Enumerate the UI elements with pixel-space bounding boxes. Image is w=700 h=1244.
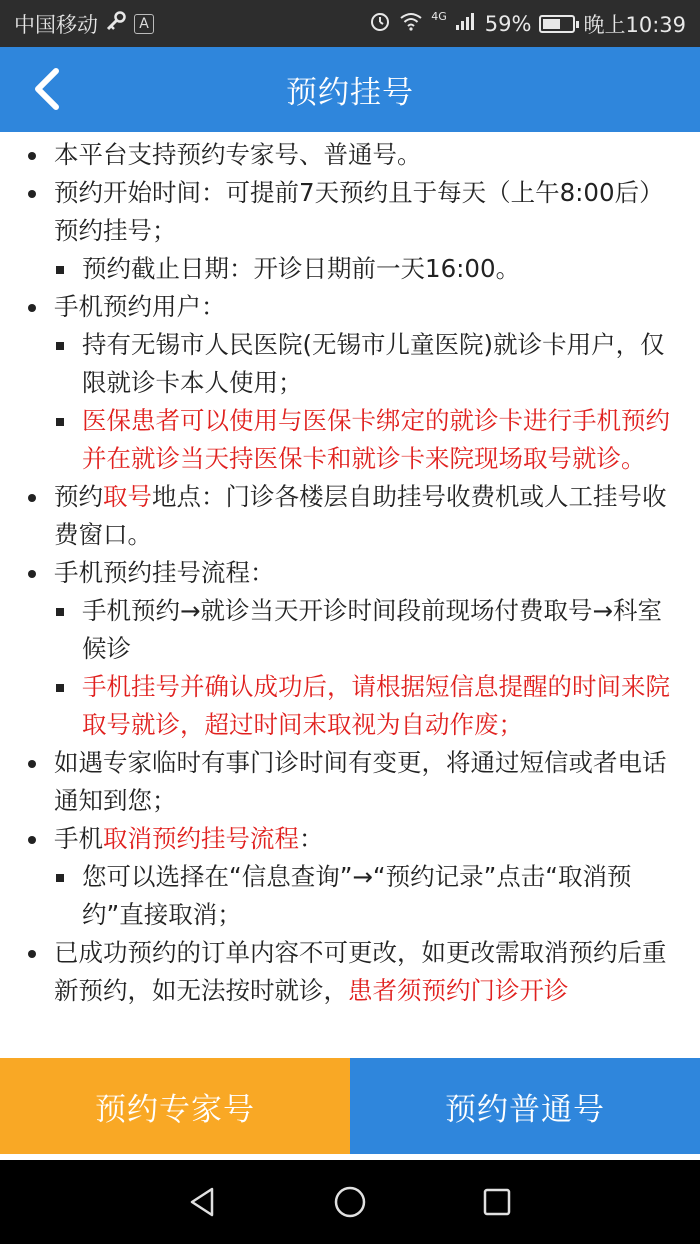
nav-back-button[interactable] — [179, 1178, 227, 1226]
action-button-bar — [0, 1058, 700, 1154]
battery-fill — [543, 19, 560, 29]
notice-item — [22, 174, 682, 250]
notice-item — [22, 554, 682, 592]
book-normal-button[interactable]: 预约普通号 — [350, 1058, 700, 1154]
chevron-left-icon — [26, 65, 70, 113]
notice-item — [22, 136, 682, 174]
notice-text: ： — [299, 824, 324, 853]
notice-text: 如遇专家临时有事门诊时间有变更，将通过短信或者电话通知到您； — [54, 748, 667, 815]
notice-item — [22, 934, 682, 1010]
nav-home-button[interactable] — [326, 1178, 374, 1226]
battery-percent: 59% — [484, 11, 532, 36]
nav-recents-button[interactable] — [473, 1178, 521, 1226]
notice-subitem — [50, 592, 682, 668]
notice-subitem — [50, 858, 682, 934]
carrier-label: 中国移动 — [14, 12, 98, 37]
status-bar-right — [369, 9, 686, 39]
highlight-text: 手机挂号并确认成功后，请根据短信息提醒的时间来院取号就诊，超过时间末取视为自动作废； — [82, 672, 670, 739]
highlight-text: 患者须预约门诊开诊 — [348, 976, 569, 1005]
highlight-text: 取号 — [103, 482, 152, 511]
notice-text: 本平台支持预约专家号、普通号。 — [54, 140, 422, 169]
notice-text: 手机 — [54, 824, 103, 853]
square-recents-icon — [481, 1186, 513, 1218]
notice-text: 预约截止日期：开诊日期前一天16:00。 — [82, 254, 521, 283]
notice-text: 预约 — [54, 482, 103, 511]
notice-text: 您可以选择在“信息查询”→“预约记录”点击“取消预约”直接取消； — [82, 862, 632, 929]
notice-subitem — [50, 326, 682, 402]
notice-text: 地点：门诊各楼层自助挂号收费机或人工挂号收费窗口。 — [54, 482, 667, 549]
notice-subitem — [50, 402, 682, 478]
notice-subitem — [50, 250, 682, 288]
clock: 晚上10:39 — [583, 12, 686, 37]
status-bar-left — [14, 9, 154, 39]
notice-text: 持有无锡市人民医院(无锡市儿童医院)就诊卡用户，仅限就诊卡本人使用； — [82, 330, 665, 397]
notice-item — [22, 744, 682, 820]
back-button[interactable] — [26, 65, 70, 113]
notice-text: 已成功预约的订单内容不可更改，如更改需取消预约后重新预约，如无法按时就诊， — [54, 938, 667, 1005]
highlight-text: 医保患者可以使用与医保卡绑定的就诊卡进行手机预约并在就诊当天持医保卡和就诊卡来院现场取号就诊。 — [82, 406, 670, 473]
circle-home-icon — [332, 1184, 368, 1220]
notice-text: 手机预约挂号流程： — [54, 558, 275, 587]
highlight-text: 取消预约挂号流程 — [103, 824, 299, 853]
alarm-icon — [369, 10, 391, 37]
battery-icon — [539, 15, 575, 33]
triangle-back-icon — [186, 1185, 220, 1219]
status-bar — [0, 0, 700, 47]
notice-item — [22, 820, 682, 858]
notice-text: 手机预约→就诊当天开诊时间段前现场付费取号→科室候诊 — [82, 596, 663, 663]
notice-text: 预约开始时间：可提前7天预约且于每天（上午8:00后）预约挂号； — [54, 178, 664, 245]
key-icon — [106, 11, 126, 36]
wifi-icon — [399, 11, 423, 36]
system-nav-bar — [0, 1160, 700, 1244]
notice-subitem — [50, 668, 682, 744]
page-title: 预约挂号 — [286, 75, 414, 111]
notice-item — [22, 478, 682, 554]
book-expert-button[interactable]: 预约专家号 — [0, 1058, 350, 1154]
notice-item — [22, 288, 682, 326]
notice-text: 手机预约用户： — [54, 292, 226, 321]
signal-icon — [455, 11, 477, 36]
network-type-label: 4G — [431, 10, 447, 23]
notice-content[interactable] — [0, 132, 700, 1046]
a-notification-icon: A — [134, 14, 154, 34]
app-header — [0, 47, 700, 132]
